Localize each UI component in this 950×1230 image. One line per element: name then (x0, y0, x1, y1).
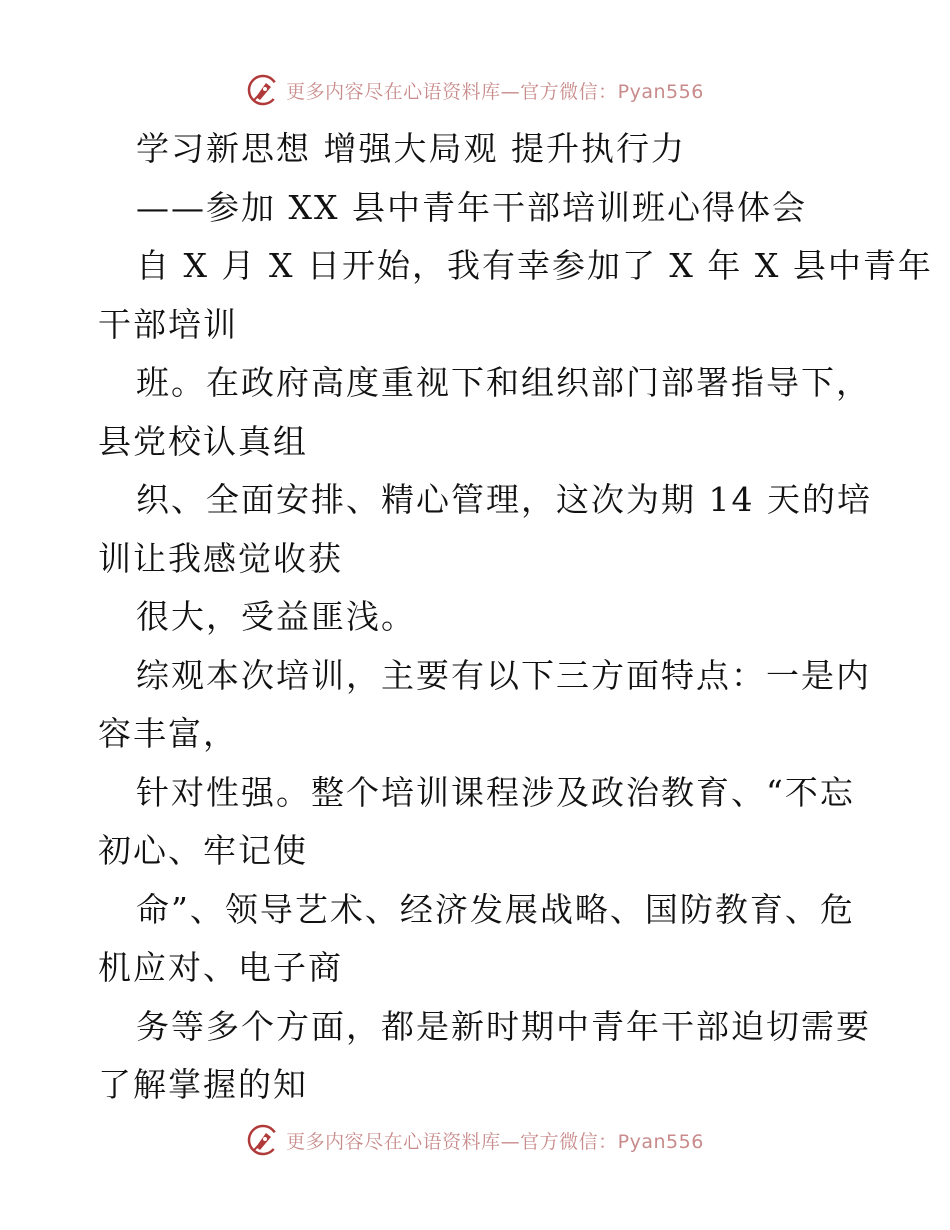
doc-title: 学习新思想 增强大局观 提升执行力 (136, 129, 686, 168)
doc-line: 自 X 月 X 日开始，我有幸参加了 X 年 X 县中青年 (136, 246, 933, 285)
doc-line: 班。在政府高度重视下和组织部门部署指导下， (136, 363, 871, 402)
doc-line: 很大，受益匪浅。 (136, 597, 416, 636)
pen-nib-logo-icon (246, 73, 280, 107)
doc-line: 机应对、电子商 (98, 948, 343, 987)
doc-subtitle: ——参加 XX 县中青年干部培训班心得体会 (136, 187, 807, 227)
doc-line: 干部培训 (98, 304, 238, 344)
doc-line: 容丰富， (98, 714, 238, 753)
document-body (98, 120, 933, 1115)
footer-banner (0, 1120, 950, 1160)
footer-banner-text: 更多内容尽在心语资料库—官方微信：Pyan556 (286, 1130, 704, 1153)
doc-line: 初心、牢记使 (98, 831, 308, 870)
doc-line: 务等多个方面，都是新时期中青年干部迫切需要 (136, 1006, 871, 1046)
doc-line: 命”、领导艺术、经济发展战略、国防教育、危 (136, 889, 855, 929)
doc-line: 县党校认真组 (98, 421, 308, 461)
doc-line: 针对性强。整个培训课程涉及政治教育、“不忘 (136, 772, 855, 812)
header-banner-text: 更多内容尽在心语资料库—官方微信：Pyan556 (286, 80, 704, 103)
doc-line: 了解掌握的知 (98, 1065, 308, 1104)
header-banner (0, 70, 950, 110)
doc-line: 织、全面安排、精心管理，这次为期 14 天的培 (136, 480, 872, 519)
doc-line: 综观本次培训，主要有以下三方面特点：一是内 (136, 655, 871, 695)
doc-line: 训让我感觉收获 (98, 538, 343, 578)
pen-nib-logo-icon (246, 1123, 280, 1157)
